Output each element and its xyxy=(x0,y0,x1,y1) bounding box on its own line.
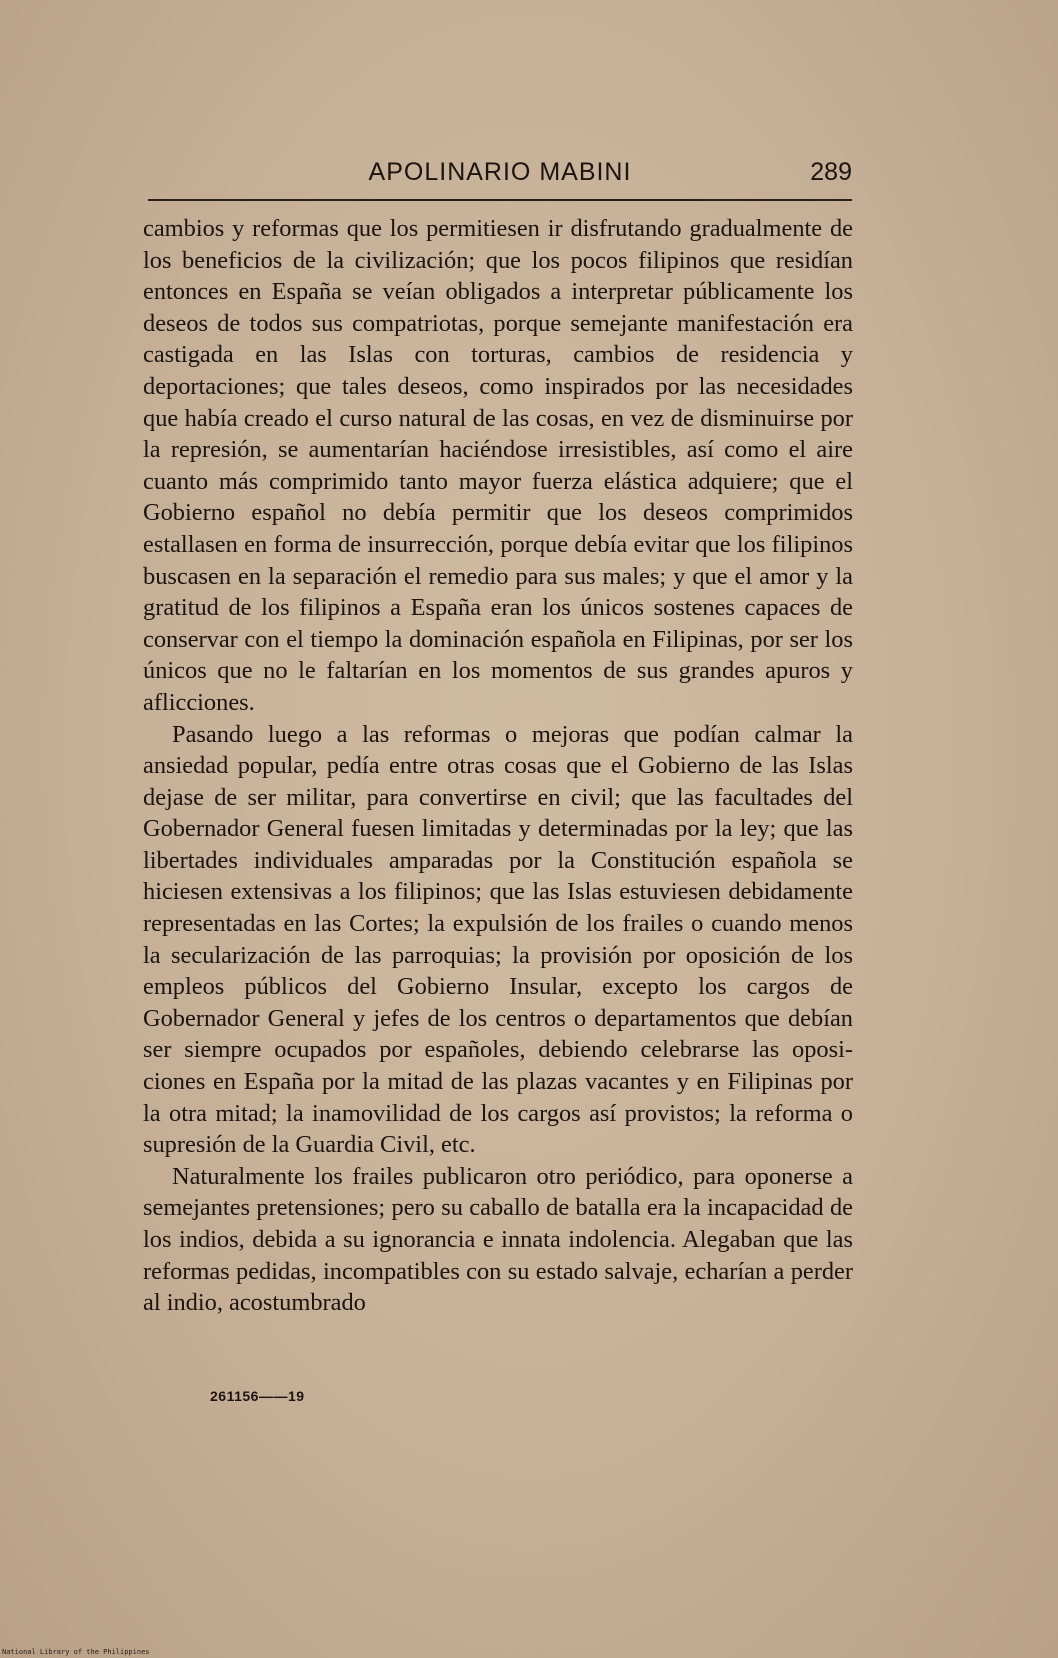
header-rule xyxy=(148,199,852,201)
running-title: APOLINARIO MABINI xyxy=(368,158,632,186)
page-header xyxy=(148,152,852,196)
paragraph-3: Naturalmente los frailes publicaron otro periódico, para oponerse a semejantes pretensiones; pero su caballo de batalla era la incapacidad de los indios, debida a su ignorancia e innata indolencia. Alegaban que las reformas pedidas, incompatibles con su estado salvaje, echarían a perder al indio, acostumbrado xyxy=(143,1162,853,1317)
paragraph-1: cambios y reformas que los permitiesen ir disfrutando gradualmente de los beneficios de la civilización; que los pocos filipinos que residían entonces en España se veían obligados a interpretar públicamente los deseos de todos sus compatriotas, porque semejante manifestación era castigada en las Islas con torturas, cambios de residencia y deportaciones; que tales deseos, como inspirados por las necesidades que había creado el curso natural de las cosas, en vez de disminuirse por la represión, se aumentarían haciéndose irresistibles, así como el aire cuanto más comprimido tanto mayor fuerza elástica adquiere; que el Gobierno español no debía permitir que los deseos comprimidos estallasen en forma de insurrección, porque debía evitar que los filipinos buscasen en la separación el remedio para sus males; y que el amor y la gratitud de los filipinos a España eran los únicos sostenes capaces de conservar con el tiempo la dominación española en Filipinas, por ser los únicos que no le faltarían en los momentos de sus grandes apuros y aflicciones. xyxy=(143,215,853,716)
library-credit: National Library of the Philippines xyxy=(2,1648,150,1656)
signature-mark: 261156——19 xyxy=(210,1388,305,1404)
paragraph-2: Pasando luego a las reformas o mejoras que podían calmar la ansiedad popular, pedía entre otras cosas que el Gobierno de las Islas dejase de ser militar, para convertirse en civil; que las facultades del Gobernador General fuesen limitadas y determinadas por la ley; que las libertades individuales amparadas por la Constitución española se hiciesen extensivas a los filipinos; que las Islas estuviesen debidamente representadas en las Cortes; la expulsión de los frailes o cuando menos la secularización de las parroquias; la provisión por oposición de los empleos públicos del Gobierno Insular, excepto los cargos de Gobernador General y jefes de los centros o departamentos que debían ser siempre ocupados por españoles, debiendo celebrarse las oposiciones en España por la mitad de las plazas vacantes y en Filipinas por la otra mitad; la inamovilidad de los cargos así provistos; la reforma o supresión de la Guardia Civil, etc. xyxy=(143,720,853,1159)
body-text xyxy=(143,213,853,1319)
page-number: 289 xyxy=(810,158,852,186)
